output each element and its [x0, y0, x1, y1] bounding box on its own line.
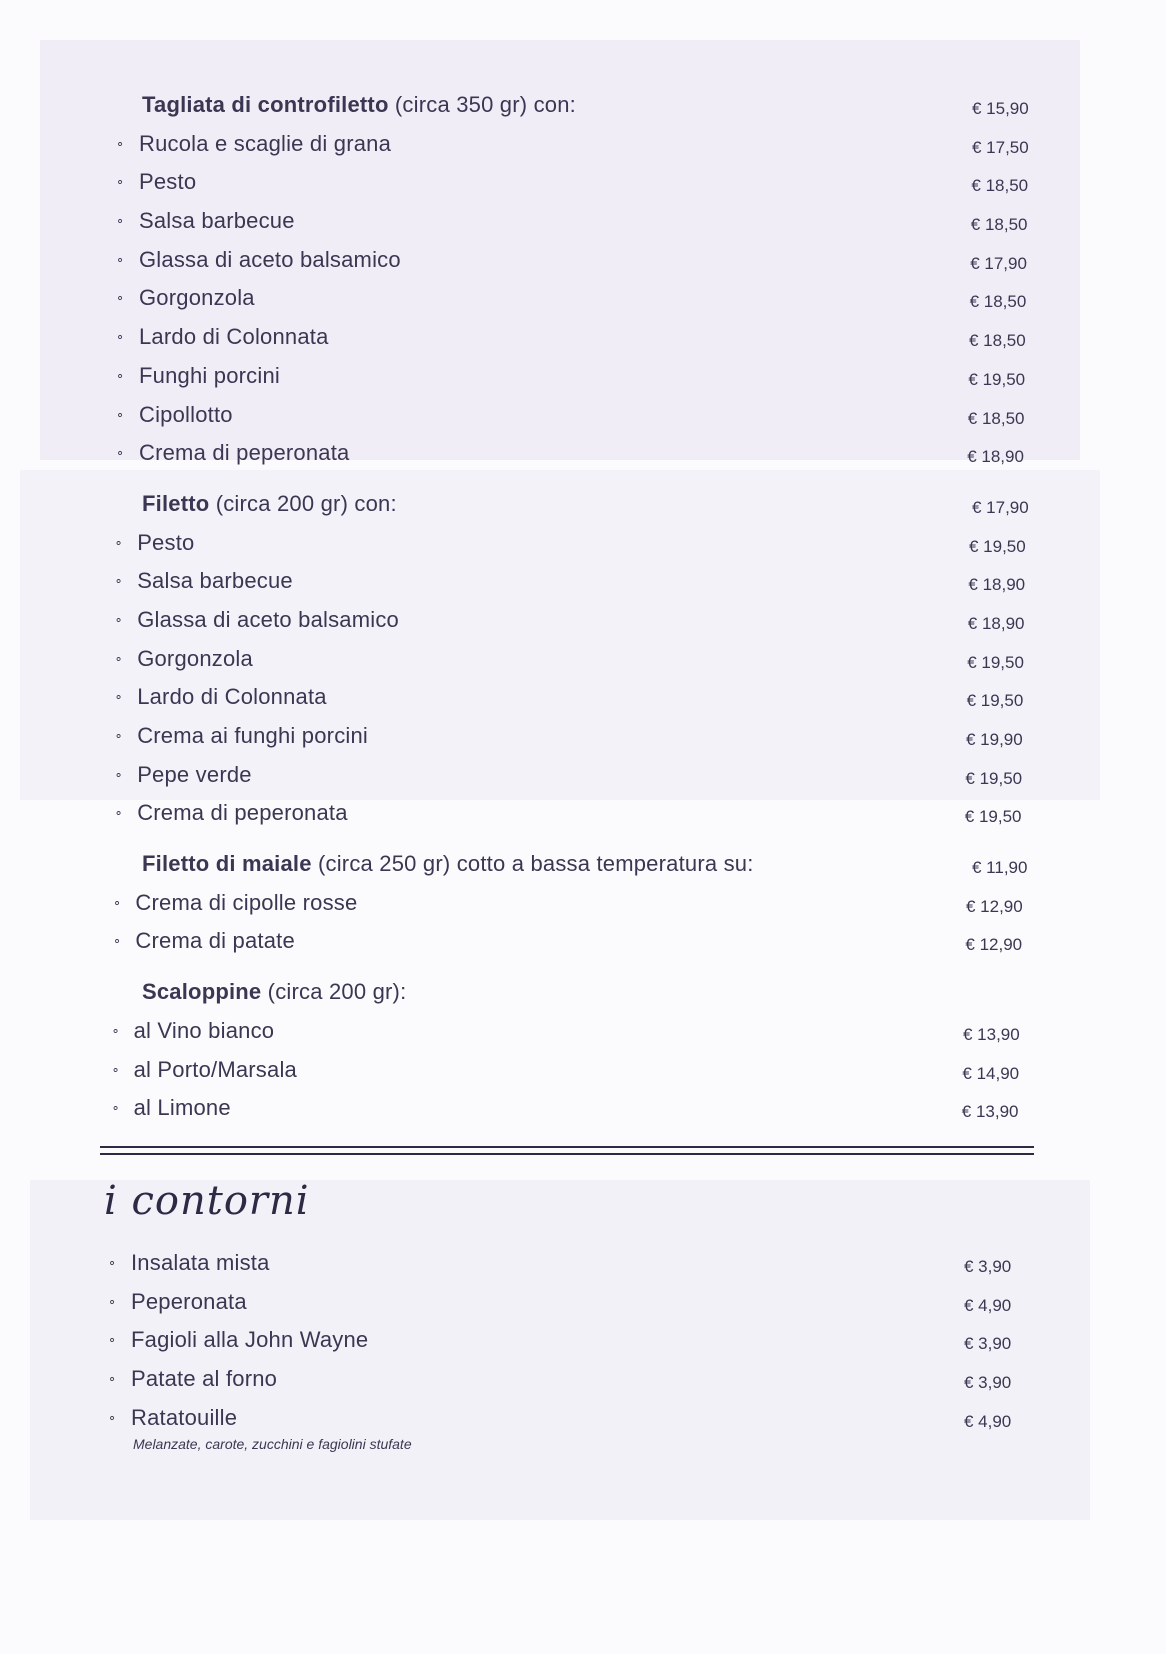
divider-line — [100, 1146, 1034, 1148]
item-price: € 18,50 — [969, 292, 1027, 312]
menu-item — [0, 241, 1166, 280]
menu-item — [0, 357, 1166, 396]
item-price: € 4,90 — [964, 1411, 1012, 1431]
section-header — [0, 86, 1166, 125]
item-name: Crema di peperonata — [139, 440, 350, 466]
menu-item — [0, 1012, 1166, 1051]
dish-name: Tagliata di controfiletto — [142, 92, 389, 117]
menu-item — [0, 640, 1166, 679]
item-name: Funghi porcini — [139, 362, 280, 388]
menu-section — [0, 833, 1166, 961]
side-dish-item — [0, 1321, 1158, 1360]
item-price: € 12,90 — [966, 896, 1023, 916]
item-name: Gorgonzola — [137, 645, 253, 671]
bullet-icon: ∘ — [114, 650, 123, 666]
item-price: € 13,90 — [963, 1024, 1020, 1044]
menu-item — [0, 279, 1166, 318]
bullet-icon: ∘ — [111, 1100, 120, 1116]
item-name: Salsa barbecue — [137, 568, 293, 594]
item-price: € 19,50 — [965, 768, 1023, 788]
bullet-icon: ∘ — [116, 329, 125, 345]
menu-item — [0, 884, 1166, 923]
item-price: € 19,50 — [964, 807, 1022, 827]
item-price: € 19,50 — [969, 536, 1026, 556]
item-price: € 3,90 — [964, 1257, 1012, 1276]
menu-section — [0, 473, 1166, 833]
divider-line — [100, 1153, 1034, 1155]
section-header — [0, 845, 1166, 884]
bullet-icon: ∘ — [116, 213, 125, 229]
item-name: al Limone — [133, 1095, 231, 1121]
bullet-icon: ∘ — [116, 445, 125, 461]
bullet-icon: ∘ — [116, 135, 125, 151]
item-price: € 19,90 — [966, 730, 1023, 749]
item-name: Peperonata — [131, 1288, 247, 1314]
menu-item — [0, 717, 1166, 756]
item-price: € 4,90 — [964, 1295, 1012, 1315]
menu-item — [0, 318, 1166, 357]
item-name: Fagioli alla John Wayne — [131, 1327, 369, 1353]
bullet-icon: ∘ — [108, 1371, 117, 1387]
dish-name: Scaloppine — [142, 979, 262, 1005]
section-title — [142, 845, 754, 884]
menu-item — [0, 756, 1166, 795]
menu-item — [0, 794, 1166, 833]
contorni-title: i contorni — [104, 1178, 310, 1224]
section-gap — [0, 473, 1166, 485]
dish-name: Filetto di maiale — [142, 851, 312, 877]
section-price: € 11,90 — [972, 858, 1028, 878]
section-price: € 15,90 — [972, 99, 1029, 118]
bullet-icon: ∘ — [116, 251, 125, 267]
side-dish-item — [0, 1283, 1158, 1322]
item-name: Ratatouille — [131, 1404, 238, 1430]
dish-name: Filetto — [142, 490, 210, 516]
item-price: € 18,90 — [967, 613, 1025, 633]
section-title — [142, 485, 397, 524]
menu-item — [0, 1089, 1166, 1128]
item-name: Crema di peperonata — [137, 800, 348, 826]
item-price: € 3,90 — [964, 1334, 1012, 1354]
item-name: Gorgonzola — [139, 285, 255, 311]
dish-description: (circa 250 gr) cotto a bassa temperatura su: — [311, 851, 754, 877]
item-name: al Porto/Marsala — [133, 1056, 297, 1082]
menu-item — [0, 601, 1166, 640]
item-name: Rucola e scaglie di grana — [139, 130, 392, 156]
bullet-icon: ∘ — [116, 406, 125, 422]
menu-section — [0, 961, 1166, 1128]
item-name: Glassa di aceto balsamico — [139, 246, 401, 272]
bullet-icon: ∘ — [114, 534, 123, 550]
menu-item — [0, 1051, 1166, 1090]
section-gap — [0, 833, 1166, 845]
item-price: € 13,90 — [961, 1102, 1019, 1122]
dish-description: (circa 200 gr) con: — [209, 490, 397, 516]
bullet-icon: ∘ — [114, 728, 123, 743]
bullet-icon: ∘ — [108, 1255, 117, 1270]
menu-item — [0, 396, 1166, 435]
bullet-icon: ∘ — [111, 1061, 120, 1077]
section-title — [142, 973, 406, 1012]
item-price: € 17,50 — [972, 137, 1029, 157]
section-price: € 17,90 — [972, 497, 1029, 517]
menu-item — [0, 202, 1166, 241]
bullet-icon: ∘ — [114, 689, 123, 705]
item-name: Lardo di Colonnata — [139, 324, 329, 350]
menu-contorni — [0, 1244, 1158, 1437]
item-name: Crema di cipolle rosse — [135, 889, 358, 915]
bullet-icon: ∘ — [113, 894, 122, 910]
item-name: Pepe verde — [137, 761, 252, 787]
menu-item — [0, 125, 1166, 164]
item-price: € 18,90 — [967, 447, 1024, 467]
bullet-icon: ∘ — [108, 1332, 117, 1348]
item-price: € 18,50 — [971, 176, 1029, 196]
item-price: € 17,90 — [970, 253, 1027, 273]
menu-item — [0, 163, 1166, 202]
bullet-icon: ∘ — [116, 290, 125, 306]
item-price: € 18,50 — [967, 408, 1025, 428]
menu-item — [0, 562, 1166, 601]
menu-section — [0, 86, 1166, 473]
item-price: € 3,90 — [964, 1373, 1012, 1393]
menu-item — [0, 922, 1166, 961]
section-header — [0, 485, 1166, 524]
bullet-icon: ∘ — [116, 367, 125, 383]
menu-secondi — [0, 86, 1166, 1128]
bullet-icon: ∘ — [114, 573, 123, 589]
section-title — [142, 86, 576, 125]
bullet-icon: ∘ — [116, 174, 125, 190]
item-price: € 18,90 — [968, 575, 1026, 595]
item-name: Lardo di Colonnata — [137, 684, 327, 710]
item-price: € 19,50 — [966, 691, 1024, 711]
item-price: € 19,50 — [968, 369, 1026, 389]
item-price: € 12,90 — [965, 935, 1023, 955]
item-name: Glassa di aceto balsamico — [137, 606, 399, 632]
side-dish-item — [0, 1360, 1158, 1399]
item-price: € 18,50 — [969, 331, 1026, 351]
menu-item — [0, 524, 1166, 563]
item-price: € 14,90 — [962, 1063, 1020, 1083]
item-name: Salsa barbecue — [139, 208, 295, 234]
bullet-icon: ∘ — [108, 1293, 117, 1309]
bullet-icon: ∘ — [111, 1022, 120, 1038]
item-name: al Vino bianco — [133, 1017, 275, 1043]
dish-description: (circa 350 gr) con: — [388, 92, 576, 117]
item-name: Pesto — [139, 169, 197, 195]
item-name: Pesto — [137, 529, 195, 555]
section-gap — [0, 961, 1166, 973]
item-price: € 18,50 — [970, 215, 1028, 235]
menu-item — [0, 678, 1166, 717]
dish-description: (circa 200 gr): — [261, 979, 407, 1005]
item-name: Crema di patate — [135, 928, 295, 954]
bullet-icon: ∘ — [113, 933, 122, 949]
item-name: Cipollotto — [139, 401, 233, 427]
menu-item — [0, 434, 1166, 473]
bullet-icon: ∘ — [114, 611, 123, 627]
bullet-icon: ∘ — [108, 1409, 117, 1425]
side-dish-item — [0, 1244, 1158, 1283]
section-header — [0, 973, 1166, 1012]
bullet-icon: ∘ — [114, 805, 123, 821]
item-name: Crema ai funghi porcini — [137, 723, 369, 748]
item-name: Insalata mista — [131, 1250, 270, 1275]
item-name: Patate al forno — [131, 1366, 278, 1392]
ratatouille-note: Melanzate, carote, zucchini e fagiolini stufate — [133, 1436, 412, 1452]
bullet-icon: ∘ — [114, 766, 123, 782]
side-dish-item — [0, 1399, 1158, 1438]
item-price: € 19,50 — [967, 652, 1024, 672]
